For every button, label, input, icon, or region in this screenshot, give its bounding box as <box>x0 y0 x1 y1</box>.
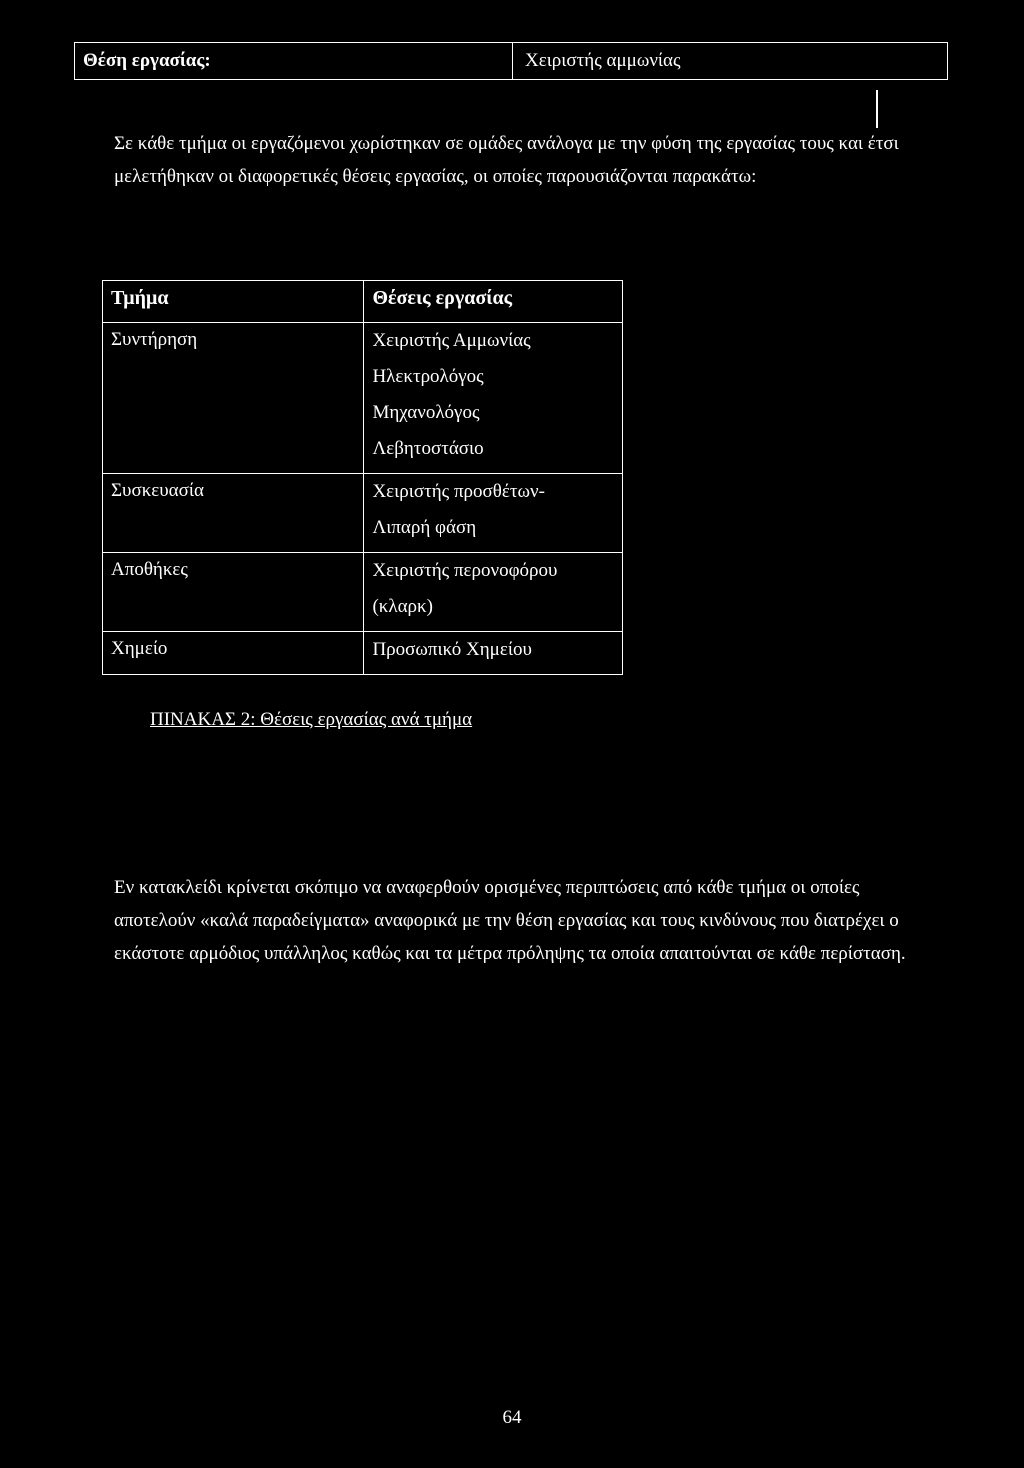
job-header-label: Θέση εργασίας: <box>75 43 513 79</box>
conclusion-paragraph: Εν κατακλείδι κρίνεται σκόπιμο να αναφερθούν ορισμένες περιπτώσεις από κάθε τμήμα οι οποίες αποτελούν «καλά παραδείγματα» αναφορικά με την θέση εργασίας και τους κινδύνους που διατρέχει ο εκάστοτε αρμόδιος υπάλληλος καθώς και τα μέτρα πρόληψης τα οποία απαιτούνται σε κάθε περίσταση. <box>114 877 906 964</box>
job-header-value: Χειριστής αμμωνίας <box>525 50 681 71</box>
position-item: Ηλεκτρολόγος <box>372 366 484 387</box>
position-item: Προσωπικό Χημείου <box>372 639 532 660</box>
department-cell: Αποθήκες <box>103 553 364 632</box>
jobs-table <box>102 280 623 675</box>
position-item: Μηχανολόγος <box>372 402 480 423</box>
positions-cell <box>364 632 623 675</box>
positions-cell <box>364 553 623 632</box>
table-header-row <box>103 281 623 323</box>
position-item: Χειριστής Αμμωνίας <box>372 330 531 351</box>
table-row <box>103 323 623 474</box>
position-item: Λεβητοστάσιο <box>372 438 484 459</box>
job-header-table <box>74 42 948 80</box>
column-header-department: Τμήμα <box>103 281 364 323</box>
intro-paragraph: Σε κάθε τμήμα οι εργαζόμενοι χωρίστηκαν σε ομάδες ανάλογα με την φύση της εργασίας τους και έτσι μελετήθηκαν οι διαφορετικές θέσεις εργασίας, οι οποίες παρουσιάζονται παρακάτω: <box>114 133 899 187</box>
table-row <box>103 474 623 553</box>
positions-cell <box>364 323 623 474</box>
positions-cell <box>364 474 623 553</box>
position-item: (κλαρκ) <box>372 596 433 617</box>
department-cell: Χημείο <box>103 632 364 675</box>
page-number: 64 <box>502 1407 522 1428</box>
position-item: Χειριστής περονοφόρου <box>372 560 558 581</box>
position-item: Λιπαρή φάση <box>372 517 477 538</box>
table-row <box>103 632 623 675</box>
table-row <box>103 553 623 632</box>
department-cell: Συσκευασία <box>103 474 364 553</box>
position-item: Χειριστής προσθέτων- <box>372 481 545 502</box>
column-header-positions: Θέσεις εργασίας <box>364 281 623 323</box>
department-cell: Συντήρηση <box>103 323 364 474</box>
margin-tick-line <box>876 90 878 128</box>
table-caption: ΠΙΝΑΚΑΣ 2: Θέσεις εργασίας ανά τμήμα <box>150 709 473 730</box>
